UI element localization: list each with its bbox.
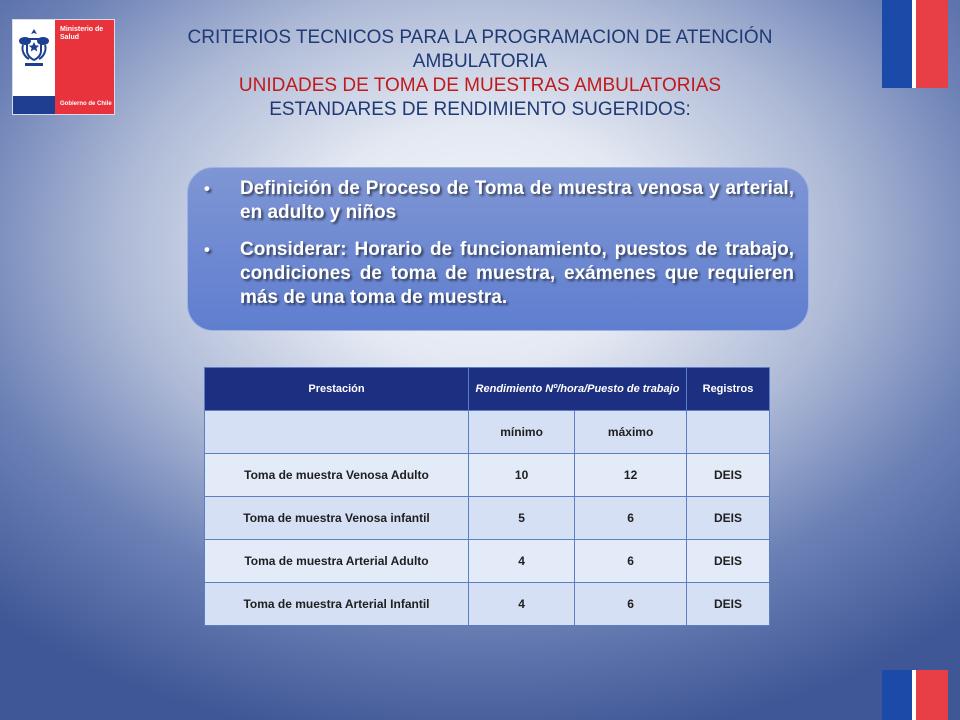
table-row	[205, 540, 770, 583]
ministry-logo	[12, 19, 115, 115]
logo-government-text: Gobierno de Chile	[60, 101, 112, 107]
cell-records: DEIS	[687, 540, 770, 583]
subheader-min: mínimo	[469, 411, 575, 454]
slide-title-standards: ESTANDARES DE RENDIMIENTO SUGERIDOS:	[269, 99, 691, 120]
logo-red-panel	[55, 20, 114, 114]
flag-stripes-bottom	[882, 670, 948, 720]
table-row	[205, 454, 770, 497]
slide-title-block	[120, 26, 840, 122]
cell-service: Toma de muestra Arterial Adulto	[205, 540, 469, 583]
subheader-max: máximo	[575, 411, 687, 454]
subheader-empty	[205, 411, 469, 454]
table-row	[205, 497, 770, 540]
logo-ministry-text: Ministerio de Salud	[60, 26, 104, 41]
bullet-item	[202, 177, 794, 225]
cell-max: 6	[575, 540, 687, 583]
slide-title-units: UNIDADES DE TOMA DE MUESTRAS AMBULATORIAS	[238, 75, 722, 96]
performance-table	[204, 367, 770, 626]
bullet-text: Definición de Proceso de Toma de muestra venosa y arterial, en adulto y niños	[240, 178, 794, 223]
cell-service: Toma de muestra Venosa infantil	[205, 497, 469, 540]
header-records: Registros	[687, 368, 770, 411]
cell-max: 6	[575, 583, 687, 626]
bullet-list	[202, 177, 794, 310]
logo-emblem-panel	[13, 20, 55, 114]
cell-records: DEIS	[687, 454, 770, 497]
bullet-text: Considerar: Horario de funcionamiento, puestos de trabajo, condiciones de toma de muestra, exámenes que requieren más de una toma de muestra.	[240, 239, 794, 308]
flag-stripes-top	[882, 0, 948, 88]
cell-min: 10	[469, 454, 575, 497]
logo-blue-band	[13, 96, 55, 114]
cell-service: Toma de muestra Venosa Adulto	[205, 454, 469, 497]
table-row	[205, 583, 770, 626]
slide-title-main: CRITERIOS TECNICOS PARA LA PROGRAMACION DE ATENCIÓN AMBULATORIA	[187, 27, 773, 72]
cell-min: 4	[469, 583, 575, 626]
coat-of-arms-icon	[17, 25, 51, 73]
header-service: Prestación	[205, 368, 469, 411]
cell-service: Toma de muestra Arterial Infantil	[205, 583, 469, 626]
cell-max: 6	[575, 497, 687, 540]
cell-min: 5	[469, 497, 575, 540]
bullet-item	[202, 238, 794, 310]
bullet-dot-icon: •	[204, 179, 210, 198]
header-performance: Rendimiento Nº/hora/Puesto de trabajo	[469, 368, 687, 411]
table-subheader-row	[205, 411, 770, 454]
cell-max: 12	[575, 454, 687, 497]
bullet-panel	[187, 167, 809, 331]
cell-min: 4	[469, 540, 575, 583]
table-header-row	[205, 368, 770, 411]
cell-records: DEIS	[687, 583, 770, 626]
bullet-dot-icon: •	[204, 240, 210, 259]
subheader-empty	[687, 411, 770, 454]
cell-records: DEIS	[687, 497, 770, 540]
